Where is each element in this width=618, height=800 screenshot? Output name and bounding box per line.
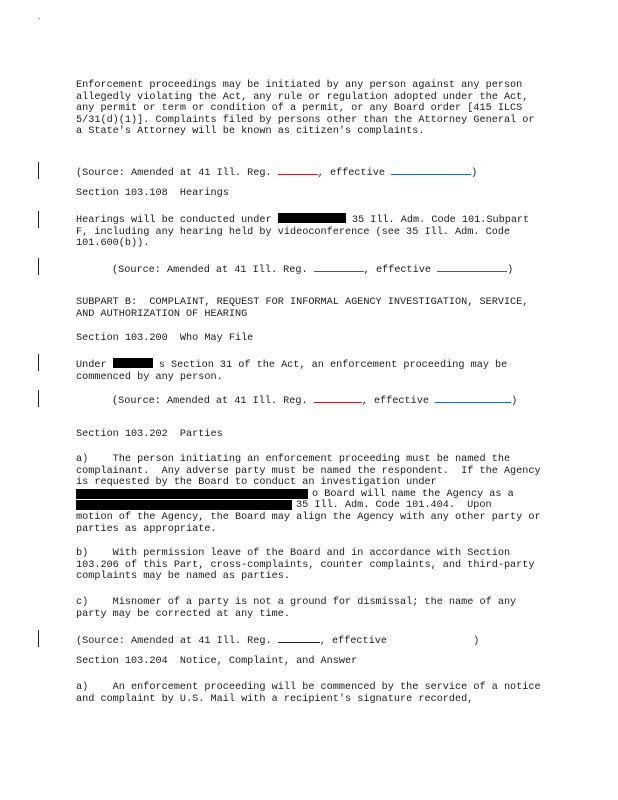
source-note-4	[76, 633, 546, 648]
source-suffix: )	[507, 265, 514, 276]
body-text-b: 35 Ill. Adm. Code 101.Subpart F, including any hearing held by videoconference (see 35 Ill. Adm. Code 101.600(b)).	[76, 215, 536, 250]
source-suffix: )	[471, 168, 478, 179]
source-middle: , effective	[363, 265, 438, 276]
change-bar	[38, 211, 39, 228]
section-103-202-a-lines-6-7: motion of the Agency, the Board may align the Agency with any other party or parties as appropriate.	[76, 512, 547, 535]
source-suffix: )	[511, 396, 518, 407]
volume-blank	[314, 262, 364, 272]
redaction-box	[76, 489, 308, 499]
effective-date-blank	[391, 165, 471, 175]
redaction-box	[76, 500, 292, 510]
body-text-a: Hearings will be conducted under	[76, 215, 278, 226]
section-103-108-body	[76, 213, 546, 250]
change-bar	[38, 630, 39, 647]
section-103-202-b: b) With permission leave of the Board and in accordance with Section 103.206 of this Part, cross-complaints, counter complaints, and third-party complaints may be named as parties.	[76, 548, 541, 583]
body-text-a: Under	[76, 360, 113, 371]
change-bar	[38, 162, 39, 179]
section-103-202-heading: Section 103.202 Parties	[76, 429, 223, 440]
source-prefix: (Source: Amended at 41 Ill. Reg.	[76, 168, 278, 179]
source-middle: , effective	[317, 168, 392, 179]
source-note-3	[76, 393, 546, 408]
source-prefix: (Source: Amended at 41 Ill. Reg.	[112, 396, 314, 407]
source-note-2	[80, 262, 550, 277]
source-note-1	[76, 165, 546, 180]
volume-blank	[278, 165, 318, 175]
section-103-108-heading: Section 103.108 Hearings	[76, 188, 229, 199]
source-middle: , effective	[361, 396, 436, 407]
effective-date-blank	[435, 393, 511, 403]
redaction-box	[113, 358, 153, 368]
scan-speck	[39, 18, 40, 19]
volume-blank	[314, 393, 362, 403]
section-103-204-heading: Section 103.204 Notice, Complaint, and Answer	[76, 656, 358, 667]
effective-date-blank	[393, 633, 473, 643]
subpart-b-heading: SUBPART B: COMPLAINT, REQUEST FOR INFORMAL AGENCY INVESTIGATION, SERVICE, AND AUTHORIZATION OF HEARING	[76, 297, 535, 320]
section-103-202-a-line-4: o Board will name the Agency as a	[312, 489, 514, 500]
section-103-200-heading: Section 103.200 Who May File	[76, 333, 254, 344]
source-suffix: )	[473, 636, 480, 647]
redaction-box	[278, 213, 346, 223]
source-prefix: (Source: Amended at 41 Ill. Reg.	[112, 265, 314, 276]
section-103-202-a-lines-1-3: a) The person initiating an enforcement proceeding must be named the complainant. Any adverse party must be named the respondent. If the Agency is requested by the Board to conduct an investigation under	[76, 454, 547, 489]
change-bar	[38, 390, 39, 407]
effective-date-blank	[437, 262, 507, 272]
section-103-202-a-line-5: 35 Ill. Adm. Code 101.404. Upon	[296, 500, 492, 511]
section-103-204-a: a) An enforcement proceeding will be commenced by the service of a notice and complaint by U.S. Mail with a recipient's signature recorded,	[76, 682, 547, 705]
enforcement-intro-paragraph: Enforcement proceedings may be initiated by any person against any person allegedly violating the Act, any rule or regulation adopted under the Act, any permit or term or condition of a permit, or any Board order [415 ILCS 5/31(d)(1)]. Complaints filed by persons other than the Attorney General or a State's Attorney will be known as citizen's complaints.	[76, 80, 541, 138]
section-103-202-c: c) Misnomer of a party is not a ground for dismissal; the name of any party may be corrected at any time.	[76, 597, 523, 620]
change-bar	[38, 354, 39, 371]
volume-blank	[278, 633, 320, 643]
source-prefix: (Source: Amended at 41 Ill. Reg.	[76, 636, 278, 647]
change-bar	[38, 258, 39, 275]
source-middle: , effective	[319, 636, 394, 647]
body-text-b: s Section 31 of the Act, an enforcement proceeding may be commenced by any person.	[76, 360, 514, 383]
section-103-200-body	[76, 358, 546, 383]
